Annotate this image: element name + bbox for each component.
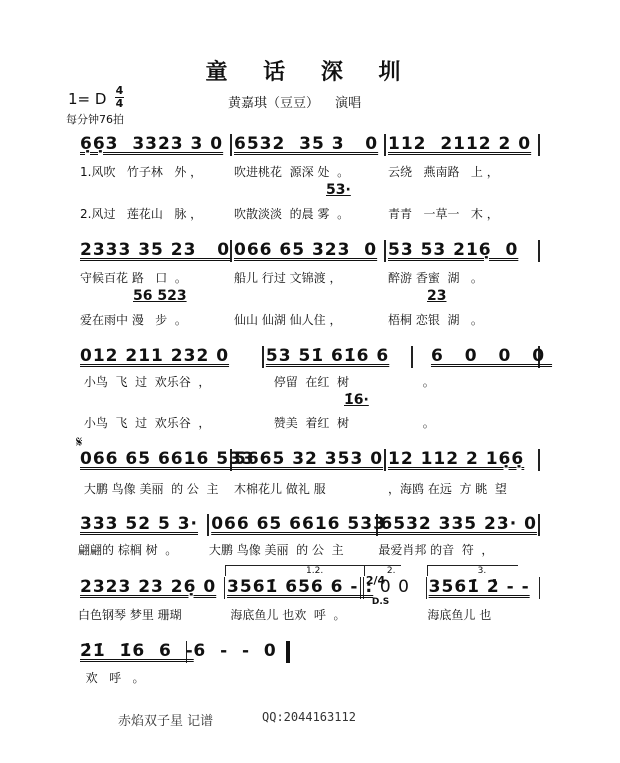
key-signature: 1= D [68, 90, 107, 108]
measure [78, 577, 225, 599]
lyric: 赞美 着红 树 [273, 416, 349, 430]
volta-bracket-1: 1.2. [225, 565, 366, 576]
lyric: 欢 呼 。 [78, 671, 145, 685]
lyric [365, 606, 427, 623]
lyric: 吹散淡淡 的晨 雾 。 [234, 207, 350, 221]
lyrics-verse-2 [80, 311, 542, 328]
score-row-5 [78, 514, 540, 536]
measure [209, 514, 386, 536]
lyric: 海底鱼儿 也欢 呼 。 [230, 608, 346, 622]
qq-contact: QQ:2044163112 [262, 710, 356, 724]
measure [78, 514, 209, 536]
notes: 066 65 6616 533 [80, 449, 255, 469]
lyric: 醉游 香蜜 湖 。 [388, 271, 483, 285]
score-row-1 [78, 134, 540, 156]
notes: 2323 23 26̣ 0 [80, 577, 217, 597]
lyric: 白色钢琴 梦里 珊瑚 [78, 608, 182, 622]
lyric: 海底鱼儿 也 [427, 608, 492, 622]
notes: 3561̇ 656 6 - : [227, 577, 374, 597]
notes: 5665 32 353 0 [234, 449, 384, 469]
lyric: ，海鸥 在远 方 眺 望 [388, 482, 507, 496]
tempo-marking: 每分钟76拍 [66, 113, 124, 126]
volta-bracket-2: 2. [364, 565, 401, 576]
notes: 0 0 [379, 577, 410, 597]
lyrics-verse-2 [80, 205, 542, 222]
measure [427, 566, 540, 599]
notes: 333 52 5 3· [80, 514, 199, 534]
lyric: 青青 一草一 木 ， [388, 207, 499, 221]
measure [78, 449, 255, 471]
measure [364, 566, 427, 607]
lyric: 小鸟 飞 过 欢乐谷 ， [80, 416, 211, 430]
notes: 112 2112 2 0 [388, 134, 532, 154]
measure [264, 346, 413, 368]
measure [232, 449, 386, 471]
alternate-notes: 23 [427, 288, 447, 304]
measure-final [187, 641, 290, 663]
lyric: 。 [422, 416, 435, 430]
time-sig-top: 4 [115, 84, 124, 97]
measure [413, 346, 553, 368]
measure [386, 449, 540, 471]
lyric: 吹进桃花 源深 处 。 [234, 165, 350, 179]
measure [78, 641, 194, 663]
lyric: 船儿 行过 文锦渡 ， [234, 271, 342, 285]
notes: 3561̇ 2̇ - - [428, 577, 530, 597]
lyrics-verse-1 [80, 163, 542, 180]
score-row-7 [78, 641, 290, 663]
notes: 6532 35 3 0 [234, 134, 379, 154]
time-signature [115, 86, 124, 109]
lyric: 守候百花 路 口 。 [80, 271, 187, 285]
measure [386, 240, 540, 262]
singer-credit: 黄嘉琪（豆豆） 演唱 [228, 96, 362, 111]
notes: 066 65 323 0 [234, 240, 378, 260]
measure [378, 514, 540, 536]
lyric: 云绕 燕南路 上 ， [388, 165, 499, 179]
notes: 012 211 232 0 [80, 346, 230, 366]
lyric: 爱在雨中 漫 步 。 [80, 313, 187, 327]
score-row-6 [78, 566, 540, 607]
lyrics [78, 541, 540, 558]
score-row-2 [78, 240, 540, 262]
dal-segno-mark: D.S [371, 597, 390, 607]
measure-repeat-end [225, 566, 374, 599]
time-change: 2/4 [365, 574, 386, 587]
notes: 2333 35 23 0 [80, 240, 231, 260]
song-title: 童 话 深 圳 [205, 60, 415, 85]
lyrics-verse-1 [80, 269, 542, 286]
notes: 2̇1̇ 1̇6 6 - [80, 641, 194, 661]
volta-bracket-3: 3. [427, 565, 518, 576]
score-row-3 [78, 346, 553, 368]
measure [386, 134, 540, 156]
lyrics [78, 606, 540, 623]
measure [78, 346, 264, 368]
lyric: 大鹏 鸟像 美丽 的 公 主 [80, 482, 219, 496]
segno-sign: 𝄋 [76, 433, 83, 451]
alternate-notes: 56 523 [133, 288, 187, 304]
notes: 066 65 6616 533 [211, 514, 386, 534]
notes: 6 - - 0 [193, 641, 277, 661]
lyric: 大鹏 鸟像 美丽 的 公 主 [208, 543, 344, 557]
lyric: 木棉花儿 做礼 服 [234, 482, 326, 496]
notes: 12 112 2 16̣6̣ [388, 449, 525, 469]
measure [232, 134, 386, 156]
lyrics [78, 669, 278, 686]
notes: 6 0 0 0 [430, 346, 553, 366]
notes: 53 53 216̣ 0 [388, 240, 519, 260]
lyrics-verse-1 [80, 373, 542, 390]
notes: 6̣6̣3 3323 3 0 [80, 134, 224, 154]
lyric: 最爱肖邦 的音 符 ， [378, 543, 494, 557]
notes: 6532 335 23· 0 [380, 514, 537, 534]
measure [232, 240, 386, 262]
lyrics-verse-2 [80, 414, 542, 431]
lyric: 停留 在红 树 [273, 375, 349, 389]
transcriber-credit: 赤焰双子星 记谱 [118, 714, 214, 729]
lyric: 2.风过 莲花山 脉 ， [80, 207, 203, 221]
lyrics [80, 480, 542, 497]
alternate-notes: 53· [326, 182, 351, 198]
lyric: 翩翩的 棕榈 树 。 [78, 543, 178, 557]
time-sig-bottom: 4 [115, 97, 124, 110]
lyric: 。 [422, 375, 435, 389]
lyric: 小鸟 飞 过 欢乐谷 ， [80, 375, 211, 389]
alternate-notes: 1̇6· [344, 392, 369, 408]
lyric: 梧桐 恋银 湖 。 [388, 313, 483, 327]
score-row-4 [78, 449, 540, 471]
lyric: 仙山 仙湖 仙人住 ， [234, 313, 342, 327]
measure [78, 134, 232, 156]
notes: 53 51̇ 61̇6 6 [265, 346, 390, 366]
measure [78, 240, 232, 262]
lyric: 1.风吹 竹子林 外 ， [80, 165, 203, 179]
